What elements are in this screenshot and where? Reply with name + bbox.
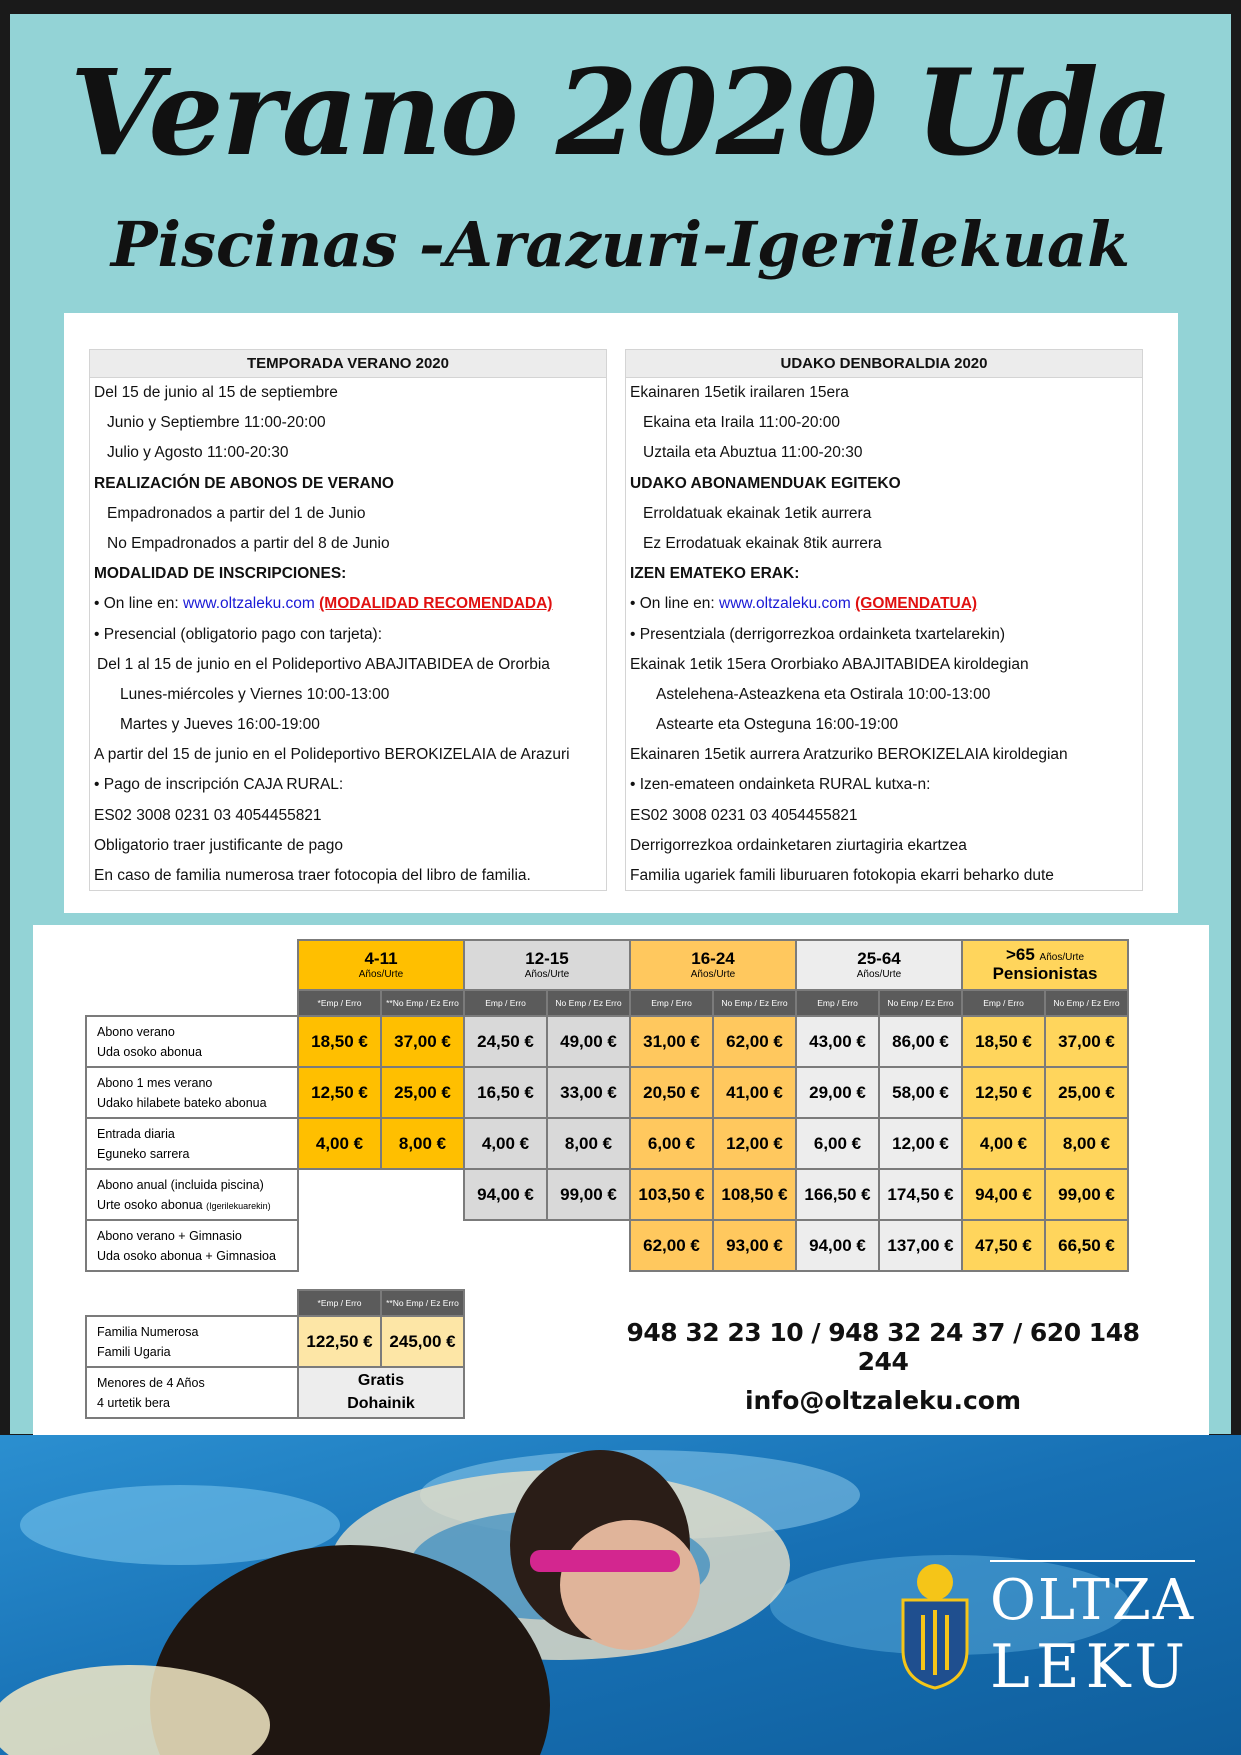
price-cell: 4,00 € <box>298 1118 381 1169</box>
season-dates: Ekainaren 15etik irailaren 15era <box>630 384 849 401</box>
sub-header: No Emp / Ez Erro <box>1045 990 1128 1016</box>
age-header: 4-11 Años/Urte <box>298 940 464 990</box>
price-cell: 99,00 € <box>1045 1169 1128 1220</box>
presencial-line: • Presentziala (derrigorrezkoa ordainketa txartelarekin) <box>630 625 1006 643</box>
price-cell: 66,50 € <box>1045 1220 1128 1271</box>
family-table <box>85 1289 465 1419</box>
table-row <box>86 1169 1128 1220</box>
online-line <box>626 589 1142 619</box>
abono-line: Ez Errodatuak ekainak 8tik aurrera <box>643 534 882 552</box>
payment-line: • Pago de inscripción CAJA RURAL: <box>94 776 344 794</box>
presencial-line: Ekainak 1etik 15era Ororbiako ABAJITABIDEA kiroldegian <box>630 655 1029 673</box>
hours-line: Ekaina eta Iraila 11:00-20:00 <box>643 414 841 432</box>
hours-line: Julio y Agosto 11:00-20:30 <box>107 444 289 462</box>
sub-header: Emp / Erro <box>630 990 713 1016</box>
table-row <box>86 1220 1128 1271</box>
price-cell: 18,50 € <box>962 1016 1045 1067</box>
price-cell: 62,00 € <box>630 1220 713 1271</box>
blank-cell <box>86 940 298 990</box>
price-cell: 8,00 € <box>381 1118 464 1169</box>
presencial-line: Martes y Jueves 16:00-19:00 <box>120 716 320 734</box>
presencial-line: Ekainaren 15etik aurrera Aratzuriko BEROKIZELAIA kiroldegian <box>630 746 1068 764</box>
free-cell: Gratis Dohainik <box>298 1367 464 1418</box>
price-cell: 245,00 € <box>381 1316 464 1367</box>
price-cell: 31,00 € <box>630 1016 713 1067</box>
online-prefix: • On line en: <box>94 595 184 613</box>
presencial-line: Lunes-miércoles y Viernes 10:00-13:00 <box>120 685 390 703</box>
price-cell: 122,50 € <box>298 1316 381 1367</box>
row-label: Menores de 4 Años 4 urtetik bera <box>86 1367 298 1418</box>
column-heading: TEMPORADA VERANO 2020 <box>90 350 606 378</box>
price-cell: 18,50 € <box>298 1016 381 1067</box>
table-row <box>86 1367 464 1418</box>
logo-word-leku: LEKU <box>990 1632 1191 1702</box>
hours-line: Uztaila eta Abuztua 11:00-20:30 <box>643 444 863 462</box>
abono-line: Erroldatuak ekainak 1etik aurrera <box>643 504 872 522</box>
empty-cell <box>381 1169 464 1220</box>
receipt-note: Obligatorio traer justificante de pago <box>94 836 344 854</box>
abono-line: Empadronados a partir del 1 de Junio <box>107 504 366 522</box>
family-note: En caso de familia numerosa traer fotocopia del libro de familia. <box>94 867 531 884</box>
info-column-eu <box>625 349 1143 891</box>
price-box <box>33 925 1209 1435</box>
price-cell: 37,00 € <box>381 1016 464 1067</box>
price-cell: 8,00 € <box>1045 1118 1128 1169</box>
oltza-leku-logo <box>895 1552 1215 1732</box>
price-cell: 33,00 € <box>547 1067 630 1118</box>
price-cell: 86,00 € <box>879 1016 962 1067</box>
presencial-line: Astelehena-Asteazkena eta Ostirala 10:00-13:00 <box>656 685 991 703</box>
info-box <box>64 313 1178 913</box>
pool-photo <box>0 1435 1241 1755</box>
price-cell: 6,00 € <box>630 1118 713 1169</box>
row-label: Abono anual (incluida piscina) Urte osoko abonua (Igerilekuarekin) <box>86 1169 298 1220</box>
column-heading: UDAKO DENBORALDIA 2020 <box>626 350 1142 378</box>
age-header: >65 Años/Urte Pensionistas <box>962 940 1128 990</box>
row-label: Entrada diaria Eguneko sarrera <box>86 1118 298 1169</box>
poster-subtitle: Piscinas -Arazuri-Igerilekuak <box>110 208 1131 281</box>
iban: ES02 3008 0231 03 4054455821 <box>630 806 858 824</box>
price-table <box>85 939 1129 1272</box>
price-cell: 16,50 € <box>464 1067 547 1118</box>
row-label: Familia Numerosa Famili Ugaria <box>86 1316 298 1367</box>
sub-header: No Emp / Ez Erro <box>879 990 962 1016</box>
age-header: 25-64 Años/Urte <box>796 940 962 990</box>
price-cell: 174,50 € <box>879 1169 962 1220</box>
presencial-line: A partir del 15 de junio en el Polideportivo BEROKIZELAIA de Arazuri <box>94 746 570 764</box>
phone-numbers: 948 32 23 10 / 948 32 24 37 / 620 148 244 <box>626 1318 1140 1376</box>
recommended-note: (MODALIDAD RECOMENDADA) <box>319 595 553 613</box>
season-dates: Del 15 de junio al 15 de septiembre <box>94 384 338 401</box>
sub-header: Emp / Erro <box>796 990 879 1016</box>
price-cell: 25,00 € <box>381 1067 464 1118</box>
price-cell: 58,00 € <box>879 1067 962 1118</box>
age-header: 12-15 Años/Urte <box>464 940 630 990</box>
receipt-note: Derrigorrezkoa ordainketaren ziurtagiria ekartzea <box>630 836 967 854</box>
section-title: REALIZACIÓN DE ABONOS DE VERANO <box>94 474 394 492</box>
hours-line: Junio y Septiembre 11:00-20:00 <box>107 414 326 432</box>
empty-cell <box>298 1169 381 1220</box>
price-cell: 47,50 € <box>962 1220 1045 1271</box>
price-cell: 12,00 € <box>713 1118 796 1169</box>
contact-info <box>603 1318 1163 1415</box>
price-cell: 12,50 € <box>962 1067 1045 1118</box>
section-title: UDAKO ABONAMENDUAK EGITEKO <box>630 474 901 492</box>
price-cell: 29,00 € <box>796 1067 879 1118</box>
price-cell: 94,00 € <box>962 1169 1045 1220</box>
row-label: Abono 1 mes verano Udako hilabete bateko abonua <box>86 1067 298 1118</box>
age-header: 16-24 Años/Urte <box>630 940 796 990</box>
row-label: Abono verano Uda osoko abonua <box>86 1016 298 1067</box>
price-cell: 94,00 € <box>796 1220 879 1271</box>
table-row <box>86 1067 1128 1118</box>
price-cell: 99,00 € <box>547 1169 630 1220</box>
recommended-note: (GOMENDATUA) <box>855 595 978 613</box>
presencial-line: • Presencial (obligatorio pago con tarjeta): <box>94 625 383 643</box>
sub-header: *Emp / Erro <box>298 1290 381 1316</box>
coat-of-arms-icon <box>895 1560 975 1690</box>
sub-header: *Emp / Erro <box>298 990 381 1016</box>
info-column-es <box>89 349 607 891</box>
table-row <box>86 1016 1128 1067</box>
price-cell: 4,00 € <box>962 1118 1045 1169</box>
sub-header: Emp / Erro <box>962 990 1045 1016</box>
price-cell: 43,00 € <box>796 1016 879 1067</box>
logo-word-oltza: OLTZA <box>990 1560 1195 1633</box>
presencial-line: Astearte eta Osteguna 16:00-19:00 <box>656 716 899 734</box>
price-cell: 62,00 € <box>713 1016 796 1067</box>
price-cell: 12,50 € <box>298 1067 381 1118</box>
sub-header: **No Emp / Ez Erro <box>381 1290 464 1316</box>
price-cell: 108,50 € <box>713 1169 796 1220</box>
price-cell: 137,00 € <box>879 1220 962 1271</box>
sub-header: Emp / Erro <box>464 990 547 1016</box>
price-cell: 41,00 € <box>713 1067 796 1118</box>
section-title: MODALIDAD DE INSCRIPCIONES: <box>94 565 347 583</box>
empty-cell <box>298 1220 381 1271</box>
email-address[interactable]: info@oltzaleku.com <box>744 1386 1022 1415</box>
price-cell: 103,50 € <box>630 1169 713 1220</box>
online-prefix: • On line en: <box>630 595 720 613</box>
poster-title: Verano 2020 Uda <box>69 43 1172 182</box>
table-row <box>86 1316 464 1367</box>
family-note: Familia ugariek famili liburuaren fotokopia ekarri beharko dute <box>630 867 1054 884</box>
empty-cell <box>547 1220 630 1271</box>
table-row <box>86 1118 1128 1169</box>
price-cell: 93,00 € <box>713 1220 796 1271</box>
price-cell: 37,00 € <box>1045 1016 1128 1067</box>
payment-line: • Izen-emateen ondainketa RURAL kutxa-n: <box>630 776 931 794</box>
row-label: Abono verano + Gimnasio Uda osoko abonua + Gimnasioa <box>86 1220 298 1271</box>
blank-cell <box>86 990 298 1016</box>
price-cell: 25,00 € <box>1045 1067 1128 1118</box>
sub-header: No Emp / Ez Erro <box>713 990 796 1016</box>
sub-header: **No Emp / Ez Erro <box>381 990 464 1016</box>
online-line <box>90 589 606 619</box>
presencial-line: Del 1 al 15 de junio en el Polideportivo ABAJITABIDEA de Ororbia <box>97 655 550 673</box>
abono-line: No Empadronados a partir del 8 de Junio <box>107 534 390 552</box>
price-cell: 6,00 € <box>796 1118 879 1169</box>
price-cell: 4,00 € <box>464 1118 547 1169</box>
empty-cell <box>381 1220 464 1271</box>
sub-header: No Emp / Ez Erro <box>547 990 630 1016</box>
price-cell: 166,50 € <box>796 1169 879 1220</box>
price-cell: 49,00 € <box>547 1016 630 1067</box>
empty-cell <box>464 1220 547 1271</box>
website-link[interactable]: www.oltzaleku.com <box>183 595 315 613</box>
price-cell: 20,50 € <box>630 1067 713 1118</box>
website-link[interactable]: www.oltzaleku.com <box>719 595 851 613</box>
price-cell: 94,00 € <box>464 1169 547 1220</box>
section-title: IZEN EMATEKO ERAK: <box>630 565 800 583</box>
price-cell: 12,00 € <box>879 1118 962 1169</box>
price-cell: 24,50 € <box>464 1016 547 1067</box>
price-cell: 8,00 € <box>547 1118 630 1169</box>
iban: ES02 3008 0231 03 4054455821 <box>94 806 322 824</box>
blank-cell <box>86 1290 298 1316</box>
